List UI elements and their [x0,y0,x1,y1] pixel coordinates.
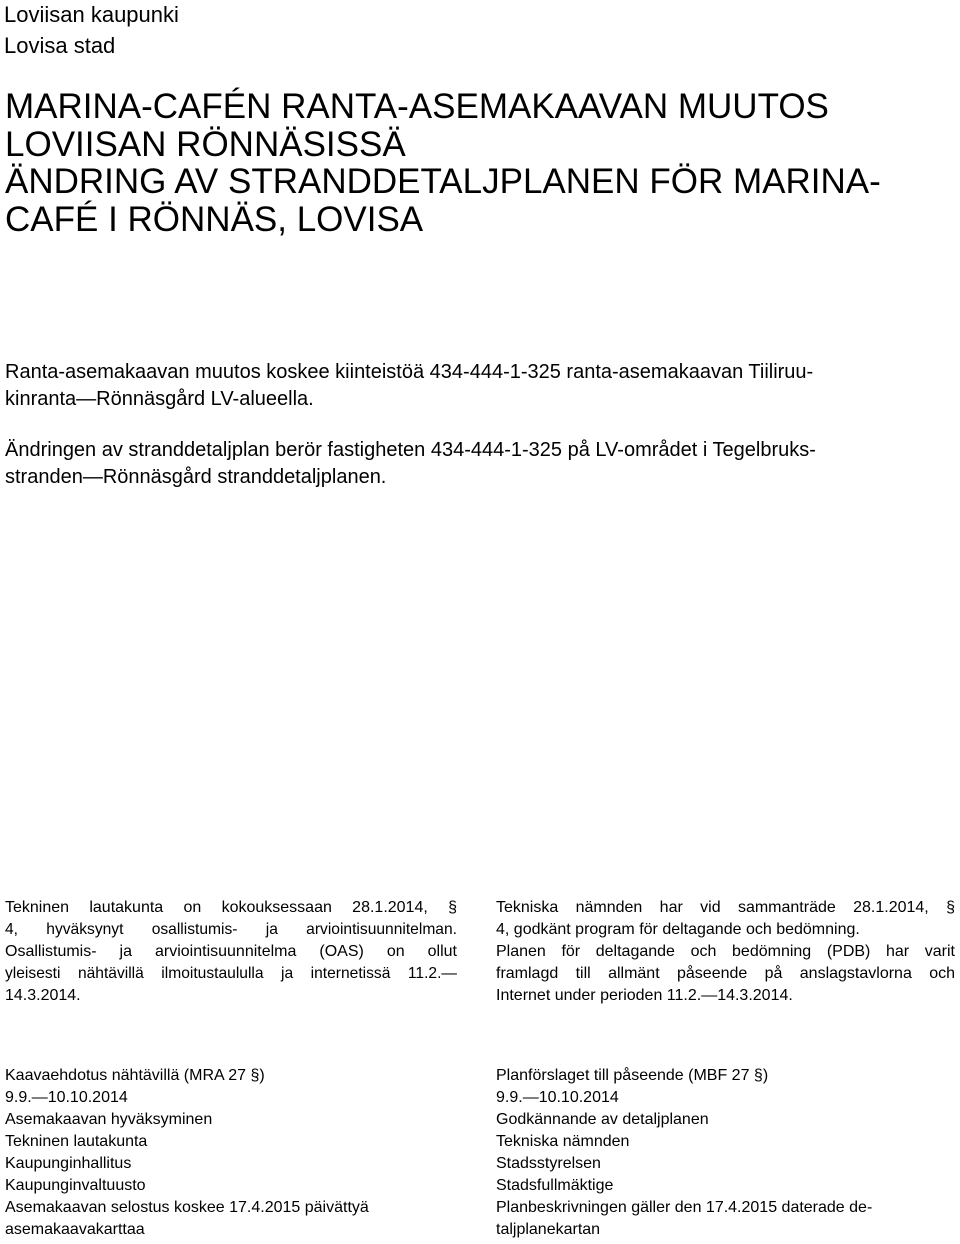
process-item: Asemakaavan selostus koskee 17.4.2015 päivättyä [5,1199,369,1216]
board-decision-finnish [5,897,457,1007]
title-line: MARINA-CAFÉN RANTA-ASEMAKAAVAN MUUTOS [5,87,829,126]
intro-line: kinranta—Rönnäsgård LV-alueella. [5,388,314,410]
process-item: Tekniska nämnden [496,1133,630,1150]
process-item: 9.9.—10.10.2014 [5,1089,128,1106]
intro-line: Ranta-asemakaavan muutos koskee kiinteistöä 434-444-1-325 ranta-asemakaavan Tiiliruu- [5,361,814,383]
city-name-swedish: Lovisa stad [4,33,116,58]
board-decision-swedish [496,897,955,1007]
board-line: 4, hyväksynyt osallistumis- ja arviointisuunnitelman. [5,921,457,938]
process-item: asemakaavakarttaa [5,1221,145,1238]
board-line: framlagd till allmänt påseende på anslagstavlorna och [496,965,955,982]
process-list-finnish [5,1065,475,1241]
intro-line: Ändringen av stranddetaljplan berör fastigheten 434-444-1-325 på LV-området i Tegelbruks- [5,439,816,461]
board-line: yleisesti nähtävillä ilmoitustaululla ja internetissä 11.2.— [5,965,457,982]
process-item: Stadsstyrelsen [496,1155,601,1172]
process-item: Kaavaehdotus nähtävillä (MRA 27 §) [5,1067,265,1084]
process-item: Kaupunginhallitus [5,1155,132,1172]
intro-paragraph-swedish [5,437,955,491]
board-line: Osallistumis- ja arviointisuunnitelma (OAS) on ollut [5,943,457,960]
document-title [5,88,955,238]
board-line: 14.3.2014. [5,987,81,1004]
intro-line: stranden—Rönnäsgård stranddetaljplanen. [5,466,387,488]
board-line: Planen för deltagande och bedömning (PDB) har varit [496,943,955,960]
board-line: Tekniska nämnden har vid sammanträde 28.1.2014, § [496,899,955,916]
intro-paragraph-finnish [5,359,955,413]
board-line: Internet under perioden 11.2.—14.3.2014. [496,987,793,1004]
title-line: LOVIISAN RÖNNÄSISSÄ [5,124,406,164]
title-line: CAFÉ I RÖNNÄS, LOVISA [5,199,424,239]
process-item: Asemakaavan hyväksyminen [5,1111,213,1128]
process-item: 9.9.—10.10.2014 [496,1089,619,1106]
process-item: Godkännande av detaljplanen [496,1111,709,1128]
board-line: Tekninen lautakunta on kokouksessaan 28.1.2014, § [5,899,457,916]
process-item: Planbeskrivningen gäller den 17.4.2015 daterade de- [496,1199,873,1216]
city-name-finnish: Loviisan kaupunki [4,2,179,27]
process-item: Planförslaget till påseende (MBF 27 §) [496,1067,769,1084]
board-line: 4, godkänt program för deltagande och bedömning. [496,921,860,938]
process-item: Kaupunginvaltuusto [5,1177,146,1194]
process-item: Tekninen lautakunta [5,1133,148,1150]
process-list-swedish [496,1065,955,1241]
title-line: ÄNDRING AV STRANDDETALJPLANEN FÖR MARINA- [5,162,881,201]
process-item: taljplanekartan [496,1221,601,1238]
process-item: Stadsfullmäktige [496,1177,614,1194]
